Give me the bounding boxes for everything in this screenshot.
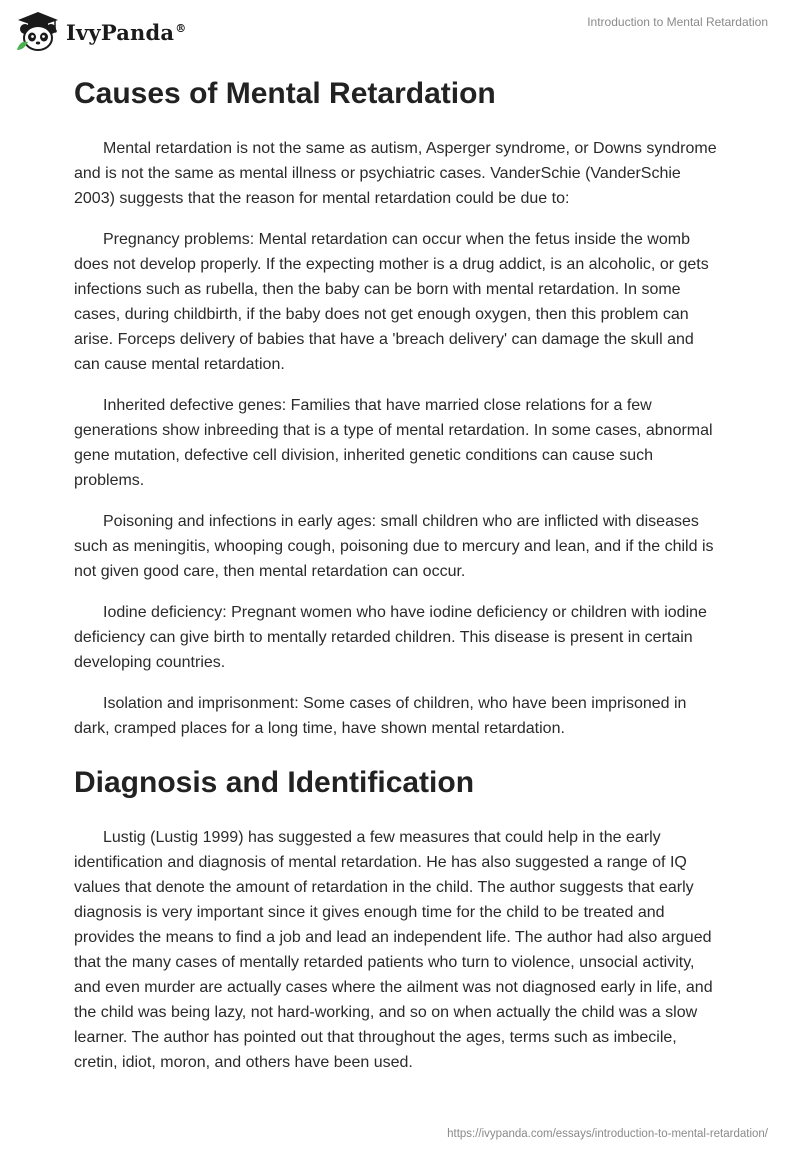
- panda-graduate-icon: [14, 10, 62, 54]
- document-title: Introduction to Mental Retardation: [587, 15, 768, 29]
- paragraph: Isolation and imprisonment: Some cases of children, who have been imprisoned in dark, cramped places for a long time, have shown mental retardation.: [74, 695, 687, 737]
- brand-name: IvyPanda®: [66, 19, 187, 45]
- section-heading-causes: Causes of Mental Retardation: [74, 77, 496, 110]
- paragraph: Poisoning and infections in early ages: small children who are inflicted with diseases such as meningitis, whooping cough, poisoning due to mercury and lean, and if the child is not given good care, then mental retardation can occur.: [74, 513, 714, 580]
- paragraph: Inherited defective genes: Families that have married close relations for a few generations show inbreeding that is a type of mental retardation. In some cases, abnormal gene mutation, defective cell division, inherited genetic conditions can cause such problems.: [74, 397, 713, 489]
- paragraph: Mental retardation is not the same as autism, Asperger syndrome, or Downs syndrome and is not the same as mental illness or psychiatric cases. VanderSchie (VanderSchie 2003) suggests that the reason for mental retardation could be due to:: [74, 140, 717, 207]
- brand-logo[interactable]: [14, 10, 186, 54]
- registered-mark: ®: [175, 21, 187, 35]
- source-url[interactable]: https://ivypanda.com/essays/introduction-to-mental-retardation/: [447, 1128, 768, 1140]
- paragraph: Pregnancy problems: Mental retardation can occur when the fetus inside the womb does not develop properly. If the expecting mother is a drug addict, is an alcoholic, or gets infections such as rubella, then the baby can be born with mental retardation. In some cases, during childbirth, if the baby does not get enough oxygen, then this problem can arise. Forceps delivery of babies that have a 'breach delivery' can damage the skull and can cause mental retardation.: [74, 231, 709, 373]
- section-heading-diagnosis: Diagnosis and Identification: [74, 766, 475, 799]
- article-body: [74, 68, 724, 1091]
- page-header: [0, 0, 800, 60]
- paragraph: Iodine deficiency: Pregnant women who have iodine deficiency or children with iodine deficiency can give birth to mentally retarded children. This disease is present in certain developing countries.: [74, 604, 707, 671]
- paragraph: Lustig (Lustig 1999) has suggested a few measures that could help in the early identification and diagnosis of mental retardation. He has also suggested a range of IQ values that denote the amount of retardation in the child. The author suggests that early diagnosis is very important since it gives enough time for the child to be treated and provides the means to find a job and lead an independent life. The author had also argued that the many cases of mentally retarded patients who turn to violence, unsocial activity, and even murder are actually cases where the ailment was not diagnosed early in life, and the child was being lazy, not hard-working, and so on when actually the child was a slow learner. The author has pointed out that throughout the ages, terms such as imbecile, cretin, idiot, moron, and others have been used.: [74, 829, 713, 1071]
